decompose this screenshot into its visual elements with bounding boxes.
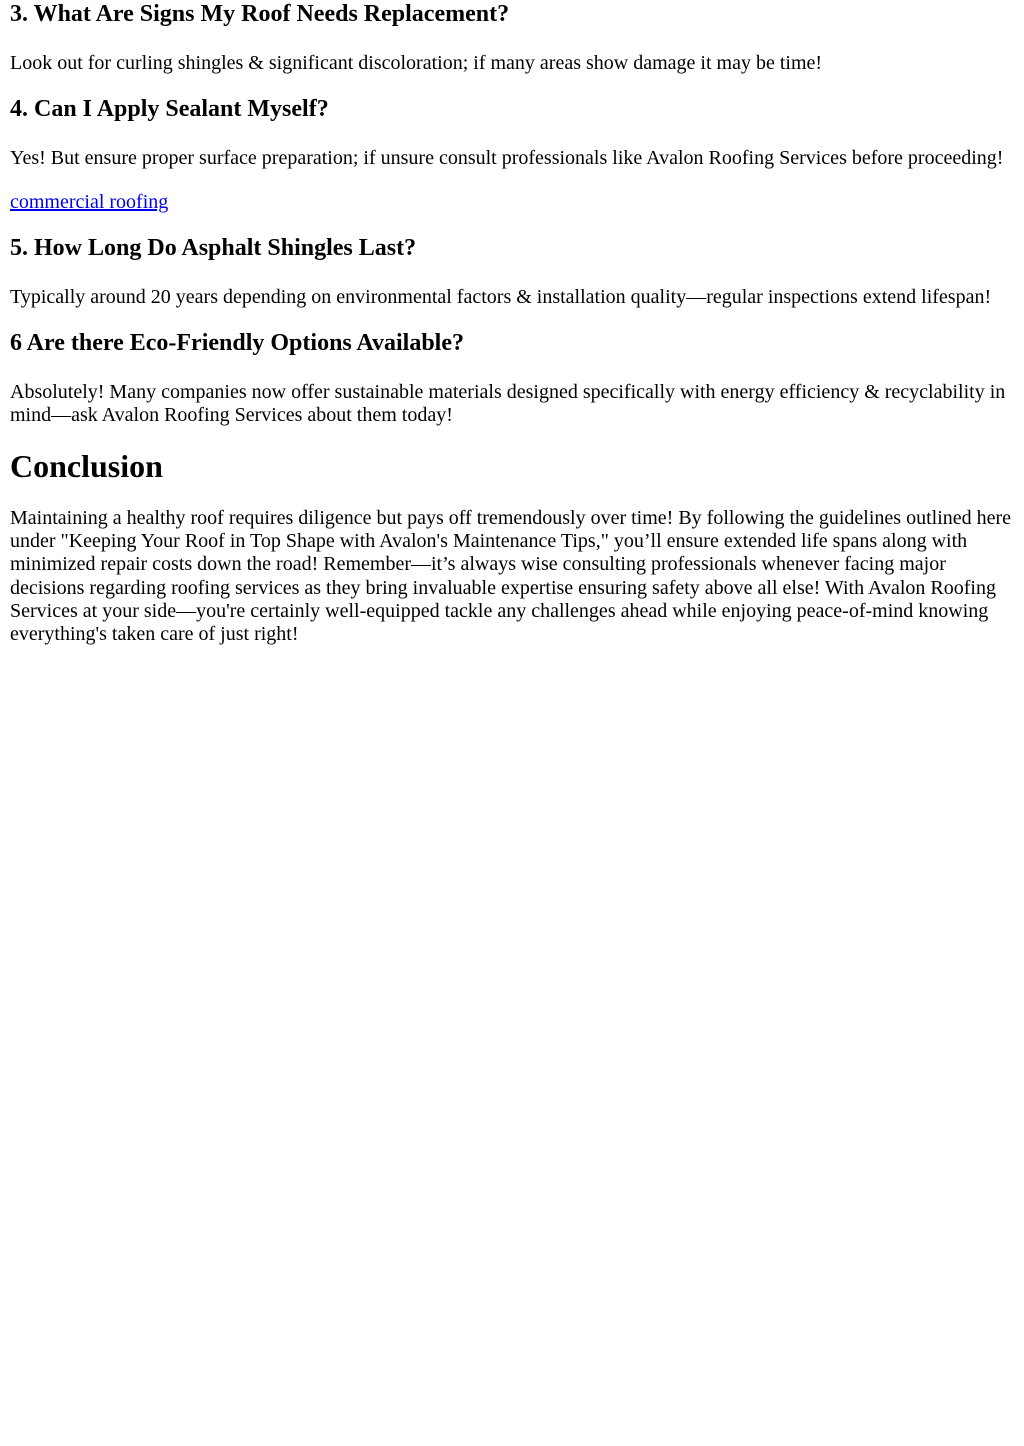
faq-answer-5: Typically around 20 years depending on environmental factors & installation quality—regular inspections extend lifespan! [10,285,992,308]
faq-question-4: 4. Can I Apply Sealant Myself? [10,96,329,123]
faq-question-6: 6 Are there Eco-Friendly Options Available? [10,330,464,357]
conclusion-heading: Conclusion [10,447,163,484]
faq-answer-4: Yes! But ensure proper surface preparation; if unsure consult professionals like Avalon Roofing Services before proceeding! [10,147,1004,170]
faq-answer-3: Look out for curling shingles & significant discoloration; if many areas show damage it may be time! [10,52,823,74]
commercial-roofing-link[interactable]: commercial roofing [10,190,169,213]
conclusion-body: Maintaining a healthy roof requires diligence but pays off tremendously over time! By following the guidelines outlined here under "Keeping Your Roof in Top Shape with Avalon's Maintenance Tips," you’ll ensure extended life spans along with minimized repair costs down the road! Remember—it’s always wise consulting professionals whenever facing major decisions regarding roofing services as they bring invaluable expertise ensuring safety above all else! With Avalon Roofing Services at your side—you're certainly well-equipped tackle any challenges ahead while enjoying peace-of-mind knowing everything's taken care of just right! [10,506,1012,646]
faq-answer-6: Absolutely! Many companies now offer sustainable materials designed specifically with energy efficiency & recyclability in mind—ask Avalon Roofing Services about them today! [10,381,1006,427]
faq-question-3: 3. What Are Signs My Roof Needs Replacement? [10,1,510,27]
faq-question-5: 5. How Long Do Asphalt Shingles Last? [10,234,417,261]
article-content [0,0,1024,647]
link-paragraph [10,191,1014,214]
